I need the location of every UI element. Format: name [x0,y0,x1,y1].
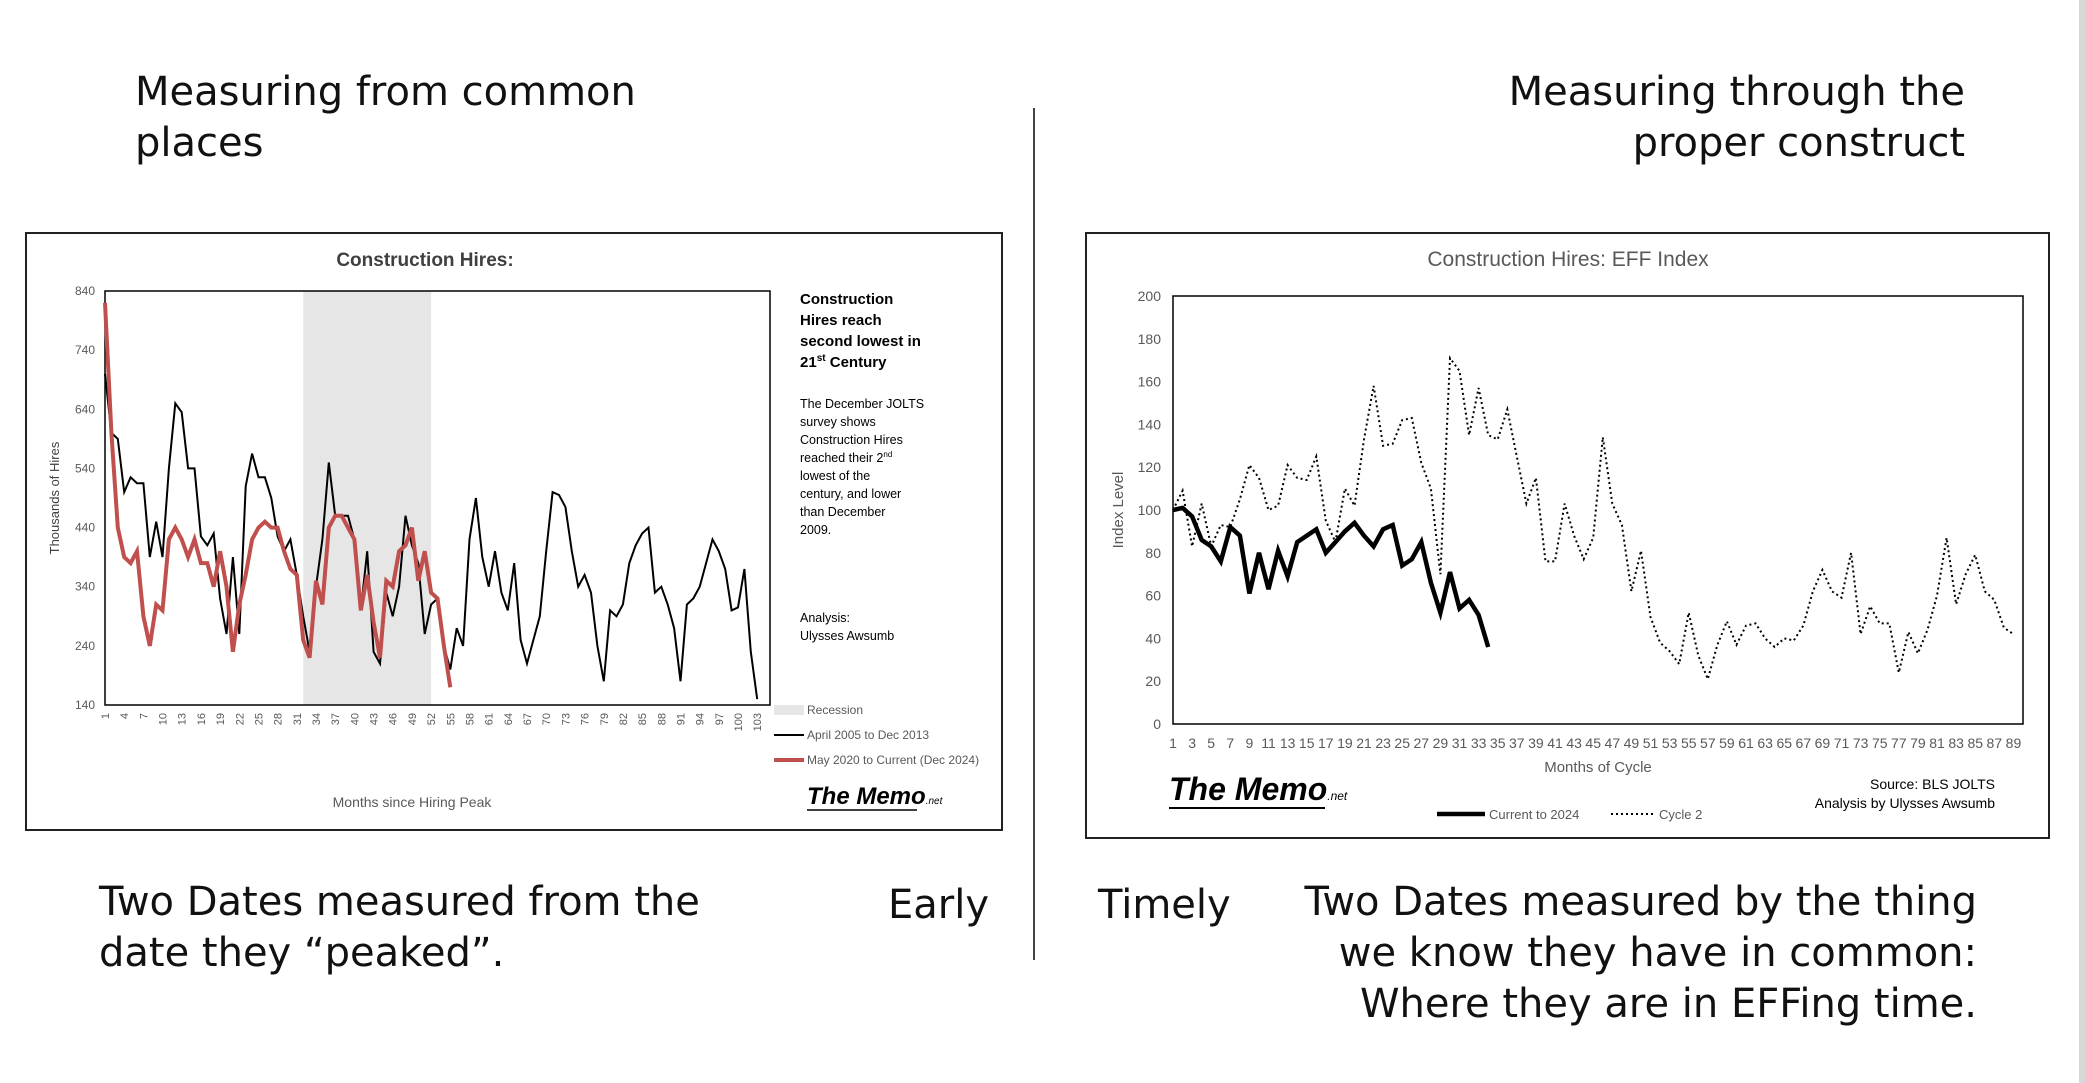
x-tick-label: 7 [1226,735,1235,751]
x-tick-label: 1 [1169,735,1177,751]
y-tick-label: 740 [74,343,95,358]
side-body [800,397,924,643]
y-tick-label: 160 [1137,373,1161,390]
scrollbar[interactable] [2079,0,2085,1083]
x-tick-label: 67 [1795,735,1812,751]
x-tick-label: 58 [464,713,477,726]
x-tick-label: 85 [1967,735,1984,751]
legend-label-series-1: Cycle 2 [1659,807,1703,822]
x-tick-label: 85 [637,713,650,726]
y-axis-label: Thousands of Hires [47,441,62,555]
x-tick-label: 73 [560,713,573,726]
y-tick-label: 140 [1137,416,1161,433]
side-title-21: 21 [800,354,817,371]
x-tick-label: 22 [234,713,247,726]
x-tick-label: 91 [675,713,688,726]
x-tick-label: 19 [215,713,228,726]
source-line: Analysis by Ulysses Awsumb [1814,795,1995,811]
x-tick-label: 13 [1279,735,1296,751]
source-line: Source: BLS JOLTS [1869,776,1995,792]
side-body-line: The December JOLTS [800,397,925,411]
x-tick-label: 79 [598,713,611,726]
x-tick-label: 43 [368,713,381,726]
x-tick-label: 69 [1814,735,1831,751]
right-caption-line: we know they have in common: [1338,930,1977,976]
x-tick-label: 16 [195,713,208,726]
x-tick-label: 10 [157,713,170,726]
x-tick-label: 5 [1207,735,1216,751]
recession-band [303,291,431,705]
x-tick-label: 23 [1375,735,1391,751]
y-tick-label: 200 [1137,288,1161,304]
x-tick-label: 70 [541,713,554,726]
x-tick-label: 34 [311,713,324,726]
x-tick-label: 46 [387,713,400,726]
y-tick-label: 100 [1137,502,1161,518]
x-tick-label: 43 [1566,735,1582,751]
x-tick-label: 35 [1489,735,1506,751]
x-tick-label: 64 [502,713,515,726]
brand-suffix: .net [1327,789,1348,803]
side-body-sup: nd [883,450,893,459]
x-axis-label: Months since Hiring Peak [332,794,492,810]
side-body-line: survey shows [800,415,876,429]
x-tick-label: 81 [1929,735,1945,751]
x-tick-label: 61 [483,713,496,726]
side-title-sup: st [816,353,826,364]
brand-name: The Memo [807,783,926,810]
x-tick-label: 1 [100,713,112,720]
legend-label-recession: Recession [807,703,864,717]
analysis-line: Ulysses Awsumb [800,629,895,643]
x-tick-label: 4 [119,713,132,720]
x-tick-label: 76 [579,713,592,726]
left-heading-line: Measuring from common [135,69,636,115]
timely-label: Timely [1098,882,1231,928]
x-tick-label: 41 [1547,735,1563,751]
x-tick-label: 61 [1738,735,1754,751]
x-axis-label: Months of Cycle [1544,759,1652,776]
brand-suffix: .net [925,796,943,807]
y-tick-label: 60 [1145,587,1161,604]
x-tick-label: 37 [1509,735,1525,751]
x-tick-label: 94 [694,713,707,726]
brand-name: The Memo [1169,771,1328,807]
right-heading-line: Measuring through the [1508,69,1965,115]
left-chart [27,234,1001,829]
y-tick-label: 540 [74,461,95,476]
x-tick-label: 73 [1852,735,1869,751]
source-note [1815,776,1995,811]
side-body-line: century, and lower [800,487,902,501]
x-tick-label: 63 [1757,735,1773,751]
right-caption-line: Where they are in EFFing time. [1359,981,1977,1027]
left-caption [99,877,700,979]
side-title-line: second lowest in [800,333,921,350]
early-label: Early [888,882,990,928]
left-heading-line: places [135,120,264,166]
y-tick-label: 40 [1145,630,1161,647]
right-chart-panel [1085,232,2050,839]
y-axis-label: Index Level [1110,471,1127,549]
right-caption [1305,877,1977,1030]
x-tick-label: 47 [1604,735,1621,751]
left-chart-title: Construction Hires: [336,250,514,271]
x-tick-label: 89 [2005,735,2022,751]
x-tick-label: 49 [1623,735,1640,751]
x-tick-label: 17 [1318,735,1334,751]
x-tick-label: 57 [1700,735,1716,751]
left-plot-frame [105,291,770,705]
x-tick-label: 55 [1680,735,1697,751]
x-tick-label: 55 [445,713,458,726]
series-line-current-to-2024 [1173,508,1488,647]
left-chart-panel [25,232,1003,831]
legend-swatch-recession [774,705,804,715]
x-tick-label: 77 [1891,735,1907,751]
side-title-line [800,353,887,371]
y-tick-label: 180 [1137,330,1161,347]
right-brand-logo [1169,771,1348,808]
left-heading [135,67,636,169]
x-tick-label: 45 [1585,735,1602,751]
x-tick-label: 79 [1910,735,1926,751]
x-tick-label: 88 [656,713,669,726]
y-tick-label: 120 [1137,459,1161,476]
x-tick-label: 7 [138,713,151,720]
side-annotation [800,291,921,371]
x-tick-label: 40 [349,713,362,726]
right-caption-line: Two Dates measured by the thing [1304,879,1977,925]
x-tick-label: 19 [1337,735,1353,751]
svg-text:The Memo.net [1169,771,1348,807]
x-tick-label: 87 [1986,735,2003,751]
x-tick-label: 25 [253,713,266,726]
x-tick-label: 71 [1833,735,1850,751]
legend-label-series-1: May 2020 to Current (Dec 2024) [807,753,980,767]
side-title-tail: Century [825,354,887,371]
right-chart-title: Construction Hires: EFF Index [1427,248,1709,271]
x-tick-label: 53 [1661,735,1678,751]
x-tick-label: 59 [1719,735,1735,751]
left-brand-logo [807,783,944,810]
x-tick-label: 29 [1432,735,1449,751]
x-tick-label: 49 [406,713,419,726]
x-tick-label: 33 [1470,735,1487,751]
side-body-line: 2009. [800,523,832,537]
right-chart [1087,234,2048,837]
x-tick-label: 75 [1871,735,1888,751]
y-tick-label: 240 [74,638,95,653]
side-body-2nd: reached their 2 [800,451,884,465]
side-body-line: than December [800,505,886,519]
x-tick-label: 31 [1451,735,1468,751]
side-title-line: Hires reach [800,312,882,329]
x-tick-label: 25 [1394,735,1411,751]
analysis-line: Analysis: [800,611,851,625]
y-tick-label: 440 [74,520,95,535]
side-body-line: lowest of the [800,469,871,483]
x-tick-label: 13 [176,713,189,726]
x-tick-label: 97 [713,713,726,726]
x-tick-label: 37 [330,713,343,726]
x-tick-label: 3 [1188,735,1196,751]
right-heading [1509,67,1965,169]
x-tick-label: 100 [733,713,746,732]
x-tick-label: 52 [426,713,439,726]
x-tick-label: 21 [1356,735,1372,751]
x-tick-label: 83 [1948,735,1964,751]
y-tick-label: 140 [74,698,95,712]
y-tick-label: 340 [74,579,95,594]
svg-text:The Memo.net [807,783,944,810]
right-plot-frame [1173,296,2023,724]
legend-label-series-0: Current to 2024 [1489,807,1580,822]
x-tick-label: 51 [1642,735,1659,751]
legend-label-series-0: April 2005 to Dec 2013 [807,728,930,742]
series-line-cycle-2 [1173,358,2013,679]
x-tick-label: 39 [1528,735,1544,751]
y-tick-label: 20 [1145,673,1161,690]
side-body-line: Construction Hires [800,433,903,447]
x-tick-label: 67 [522,713,535,726]
right-legend [1437,807,1702,822]
x-tick-label: 11 [1261,735,1276,751]
left-caption-line: date they “peaked”. [99,930,505,976]
x-tick-label: 82 [617,713,630,726]
x-tick-label: 65 [1776,735,1793,751]
side-body-line [800,450,892,465]
center-divider [1033,108,1035,960]
y-tick-label: 640 [74,402,95,417]
y-tick-label: 80 [1145,544,1161,561]
x-tick-label: 9 [1245,735,1254,751]
right-heading-line: proper construct [1632,120,1965,166]
x-tick-label: 28 [272,713,285,726]
x-tick-label: 27 [1413,735,1430,751]
x-tick-label: 15 [1298,735,1315,751]
left-legend [774,703,979,767]
y-tick-label: 0 [1153,716,1161,732]
y-tick-label: 840 [74,284,95,298]
side-title-line: Construction [800,291,894,308]
x-tick-label: 31 [291,713,304,726]
x-tick-label: 103 [752,713,765,732]
left-caption-line: Two Dates measured from the [99,879,700,925]
